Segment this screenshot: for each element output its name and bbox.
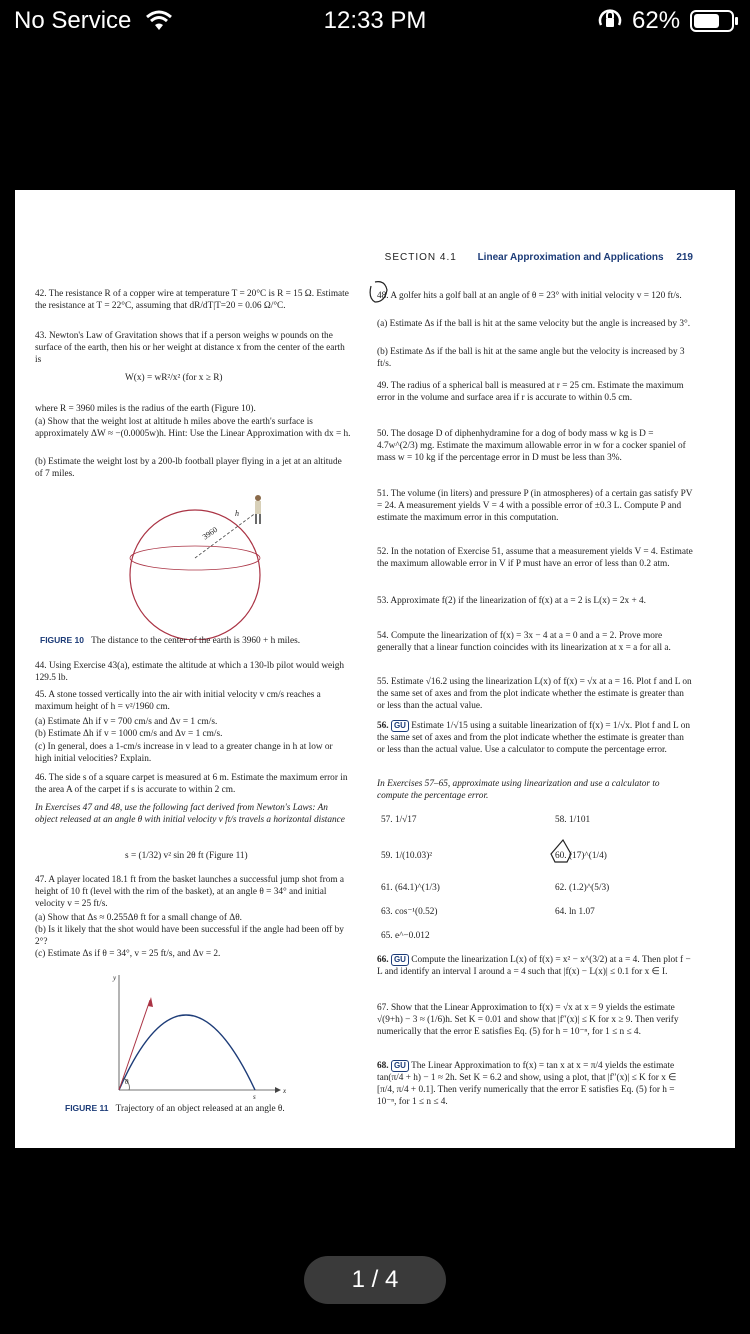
y-axis-label: y [113,974,117,982]
exercise-51: 51. The volume (in liters) and pressure P (in atmospheres) of a certain gas satisfy PV = 24. A measurement yields V = 4 with a possible error of ±0.3 L. Compute P and estimate the maximum error in this computation. [377,489,693,523]
altitude-h-label: h [235,509,239,518]
exercise-43: 43. Newton's Law of Gravitation shows that if a person weighs w pounds on the surface of the earth, then his or her weight at distance x from the center of the earth is [35,331,345,365]
clock: 12:33 PM [323,7,427,34]
gu-badge: GU [391,720,409,732]
exercise-47b: (b) Is it likely that the shot would have been successful if the angle had been off by 2°? [35,925,344,947]
exercise-66-text: Compute the linearization L(x) of f(x) = x² − x^(3/2) at a = 4. Then plot f − L and identify an interval I around a = 4 such that |f(x) − L(x)| ≤ 0.1 for x ∈ I. [377,955,691,977]
exercises-47-48-intro: In Exercises 47 and 48, use the following fact derived from Newton's Laws: An object released at an angle θ with initial velocity v ft/s travels a horizontal distance [35,803,345,825]
exercise-43-formula: W(x) = wR²/x² (for x ≥ R) [125,373,223,383]
angle-theta-label: θ [125,1078,129,1086]
gu-badge: GU [391,954,409,966]
carrier-label: No Service [14,7,132,34]
exercise-45c: (c) In general, does a 1-cm/s increase in v lead to a greater change in h at low or high initial velocities? Explain. [35,742,333,764]
exercise-47a: (a) Show that Δs ≈ 0.255Δθ ft for a small change of Δθ. [35,913,242,923]
exercise-64: 64. ln 1.07 [555,907,595,917]
battery-percent: 62% [632,7,681,34]
exercise-62: 62. (1.2)^(5/3) [555,883,610,893]
exercise-63: 63. cos⁻¹(0.52) [381,907,438,917]
document-page[interactable] [15,190,735,1148]
exercise-47-formula: s = (1/32) v² sin 2θ ft (Figure 11) [125,851,248,861]
exercise-45b: (b) Estimate Δh if v = 1000 cm/s and Δv = 1 cm/s. [35,729,223,739]
exercise-54: 54. Compute the linearization of f(x) = 3x − 4 at a = 0 and a = 2. Prove more generally that a linear function coincides with its linearization at x = a for all a. [377,631,671,653]
exercise-48b: (b) Estimate Δs if the ball is hit at the same angle but the velocity is increased by 3 ft/s. [377,347,685,369]
page-number: 219 [676,252,693,263]
exercise-43a: (a) Show that the weight lost at altitude h miles above the earth's surface is approximately ΔW ≈ −(0.0005w)h. Hint: Use the Linear Approximation with dx = h. [35,417,351,439]
figure-11-caption-text: Trajectory of an object released at an angle θ. [115,1104,285,1114]
exercises-57-65-intro: In Exercises 57–65, approximate using linearization and use a calculator to compute the percentage error. [377,779,660,801]
earth-radius-label: 3960 [200,525,220,542]
exercise-59: 59. 1/(10.03)² [381,851,433,861]
figure-11-label: FIGURE 11 [65,1103,109,1113]
exercise-49: 49. The radius of a spherical ball is measured at r = 25 cm. Estimate the maximum error in the volume and surface area if r is accurate to within 0.5 cm. [377,381,684,403]
exercise-66-number: 66. [377,955,389,965]
exercise-46: 46. The side s of a square carpet is measured at 6 m. Estimate the maximum error in the area A of the carpet if s is accurate to within 2 cm. [35,773,348,795]
exercise-48a: (a) Estimate Δs if the ball is hit at the same velocity but the angle is increased by 3°. [377,319,691,329]
exercise-47c: (c) Estimate Δs if θ = 34°, v = 25 ft/s, and Δv = 2. [35,949,221,959]
exercise-42: 42. The resistance R of a copper wire at temperature T = 20°C is R = 15 Ω. Estimate the resistance at T = 22°C, assuming that dR/dT|T=20 = 0.06 Ω/°C. [35,289,349,311]
person-figure [255,495,261,524]
exercise-45a: (a) Estimate Δh if v = 700 cm/s and Δv = 1 cm/s. [35,717,218,727]
exercise-60: 60. (17)^(1/4) [555,851,607,861]
section-label: SECTION 4.1 [384,252,457,263]
page-header [385,252,693,263]
exercise-68-text: The Linear Approximation to f(x) = tan x at x = π/4 yields the estimate tan(π/4 + h) − 1 ≈ 2h. Set K = 6.2 and show, using a plot, that |f″(x)| ≤ K for x ∈ [π/4, π/4 + 0.1]. Then verify numerically that the error E satisfies Eq. (5) for h = 10⁻ⁿ, for 1 ≤ n ≤ 4. [377,1061,677,1107]
exercise-66 [377,954,693,978]
exercise-48: 48. A golfer hits a golf ball at an angle of θ = 23° with initial velocity v = 120 ft/s. [377,291,682,301]
figure-10-caption [40,634,356,647]
trajectory-figure [105,970,305,1100]
exercise-44: 44. Using Exercise 43(a), estimate the altitude at which a 130-lb pilot would weigh 129.5 lb. [35,661,345,683]
figure-10-caption-text: The distance to the center of the earth is 3960 + h miles. [91,636,301,646]
exercise-57: 57. 1/√17 [381,815,417,825]
distance-s-label: s [253,1093,256,1100]
exercise-47: 47. A player located 18.1 ft from the basket launches a successful jump shot from a height of 10 ft (level with the rim of the basket), at an angle θ = 34° and initial velocity v = 25 ft/s. [35,875,345,909]
figure-10-label: FIGURE 10 [40,635,84,645]
rotation-lock-icon [597,9,623,33]
exercise-45: 45. A stone tossed vertically into the air with initial velocity v cm/s reaches a maximum height of h = v²/1960 cm. [35,690,321,712]
exercise-43-where: where R = 3960 miles is the radius of the earth (Figure 10). [35,404,256,414]
exercise-53: 53. Approximate f(2) if the linearization of f(x) at a = 2 is L(x) = 2x + 4. [377,596,646,606]
exercise-67: 67. Show that the Linear Approximation to f(x) = √x at x = 9 yields the estimate √(9+h) − 3 ≈ (1/6)h. Set K = 0.01 and show that |f″(x)| ≤ K for x ≥ 9. Then verify numerically that the error E satisfies Eq. (5) for h = 10⁻ⁿ, for 1 ≤ n ≤ 4. [377,1003,679,1037]
exercise-56 [377,720,693,756]
exercise-56-number: 56. [377,721,389,731]
battery-icon [690,9,740,33]
figure-11-caption [65,1102,365,1115]
exercise-50: 50. The dosage D of diphenhydramine for a dog of body mass w kg is D = 4.7w^(2/3) mg. Estimate the maximum allowable error in w for a cocker spaniel of mass w = 10 kg if the percentage error in D must be less than 3%. [377,429,686,463]
earth-figure [95,490,315,640]
exercise-61: 61. (64.1)^(1/3) [381,883,440,893]
page-indicator: 1 / 4 [304,1256,446,1304]
x-axis-label: x [283,1087,287,1095]
exercise-68 [377,1060,693,1108]
exercise-68-number: 68. [377,1061,389,1071]
exercise-43b: (b) Estimate the weight lost by a 200-lb football player flying in a jet at an altitude of 7 miles. [35,457,342,479]
gu-badge: GU [391,1060,409,1072]
section-title: Linear Approximation and Applications [477,252,664,263]
status-bar [0,0,750,40]
exercise-55: 55. Estimate √16.2 using the linearization L(x) of f(x) = √x at a = 16. Plot f and L on the same set of axes and from the plot indicate whether the estimate is greater than or less than the actual value. [377,677,692,711]
exercise-58: 58. 1/101 [555,815,591,825]
exercise-56-text: Estimate 1/√15 using a suitable linearization of f(x) = 1/√x. Plot f and L on the same set of axes and from the plot indicate whether the estimate is greater than or less than the actual value. Use a calculator to compute the percentage error. [377,721,690,755]
exercise-52: 52. In the notation of Exercise 51, assume that a measurement yields V = 4. Estimate the maximum allowable error in V if P must have an error of less than 0.2 atm. [377,547,693,569]
exercise-65: 65. e^−0.012 [381,931,430,941]
